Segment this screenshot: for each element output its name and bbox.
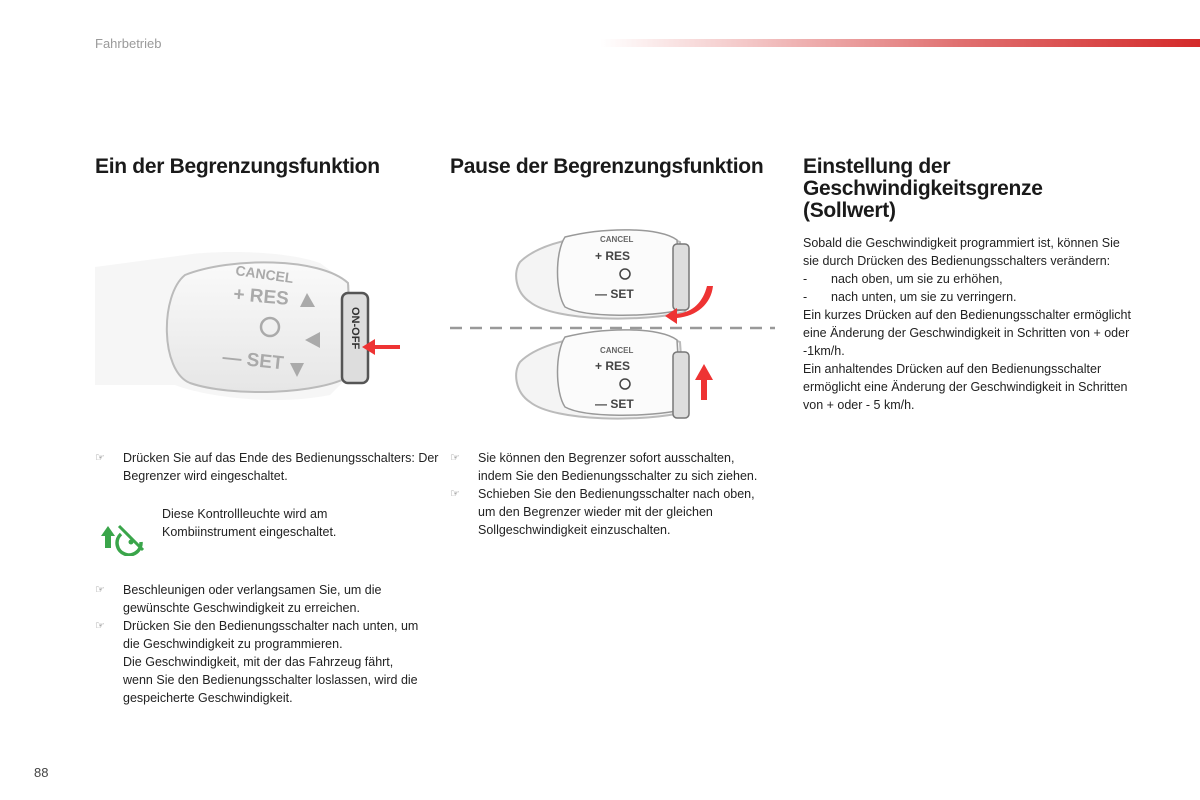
pause-heading: Pause der Begrenzungsfunktion — [450, 155, 764, 178]
pointer-bullet-icon: ☞ — [95, 452, 105, 464]
header-accent-bar — [600, 39, 1200, 47]
set-label: — SET — [221, 347, 285, 375]
setting-heading: Einstellung der Geschwindigkeitsgrenze (Sollwert) — [803, 155, 1043, 222]
cancel-label: CANCEL — [234, 262, 295, 287]
pointer-bullet-icon: ☞ — [450, 488, 460, 500]
pause-steps — [450, 449, 770, 539]
long-press-text: Ein anhaltendes Drücken auf den Bedienungsschalter ermöglicht eine Änderung der Geschwindigkeit in Schritten von + oder - 5 km/h. — [803, 362, 1128, 412]
activation-step-3-continued: Die Geschwindigkeit, mit der das Fahrzeug fährt, wenn Sie den Bedienungsschalter loslassen, wird die gespeicherte Geschwindigkeit. — [123, 655, 418, 705]
pause-step-2: ☞ Schieben Sie den Bedienungsschalter nach oben, um den Begrenzer wieder mit der gleichen Sollgeschwindigkeit einzuschalten. — [450, 487, 755, 537]
res-label: + RES — [232, 284, 290, 310]
pointer-bullet-icon: ☞ — [95, 584, 105, 596]
on-off-button — [673, 244, 689, 310]
column-pause — [450, 156, 790, 216]
cancel-label: CANCEL — [600, 346, 634, 355]
on-off-button — [673, 352, 689, 418]
activation-step-2: ☞ Beschleunigen oder verlangsamen Sie, um die gewünschte Geschwindigkeit zu erreichen. — [95, 583, 382, 615]
indicator-description: Diese Kontrollleuchte wird am Kombiinstrument eingeschaltet. — [162, 507, 337, 539]
page-number: 88 — [34, 765, 49, 780]
res-label: + RES — [595, 359, 631, 373]
set-label: — SET — [595, 397, 634, 411]
pointer-bullet-icon: ☞ — [95, 620, 105, 632]
lever-illustration-pause — [445, 222, 775, 422]
pause-step-1: ☞ Sie können den Begrenzer sofort ausschalten, indem Sie den Bedienungsschalter zu sich ziehen. — [450, 451, 758, 483]
section-title: Fahrbetrieb — [95, 36, 162, 51]
activation-steps — [95, 581, 425, 707]
column-activation — [95, 156, 435, 216]
short-press-text: Ein kurzes Drücken auf den Bedienungsschalter ermöglicht eine Änderung der Geschwindigkeit in Schritten von + oder -1km/h. — [803, 308, 1131, 358]
lever-illustration-on — [90, 235, 410, 415]
cancel-label: CANCEL — [600, 235, 634, 244]
setting-item-down: - nach unten, um sie zu verringern. — [803, 290, 1017, 304]
activation-heading: Ein der Begrenzungsfunktion — [95, 155, 380, 178]
activation-step-3: ☞ Drücken Sie den Bedienungsschalter nach unten, um die Geschwindigkeit zu programmieren. — [95, 619, 419, 651]
setting-item-up: - nach oben, um sie zu erhöhen, — [803, 272, 1003, 286]
pointer-bullet-icon: ☞ — [450, 452, 460, 464]
set-label: — SET — [595, 287, 634, 301]
setting-intro: Sobald die Geschwindigkeit programmiert ist, können Sie sie durch Drücken des Bedienungsschalters verändern: — [803, 236, 1120, 268]
activation-step-1: ☞ Drücken Sie auf das Ende des Bedienungsschalters: Der Begrenzer wird eingeschaltet. — [95, 451, 439, 483]
column-setting — [803, 156, 1133, 414]
on-off-label: ON-OFF — [349, 307, 361, 350]
speed-limiter-indicator-icon — [97, 516, 147, 556]
res-label: + RES — [595, 249, 631, 263]
push-up-arrow-icon — [695, 364, 713, 400]
